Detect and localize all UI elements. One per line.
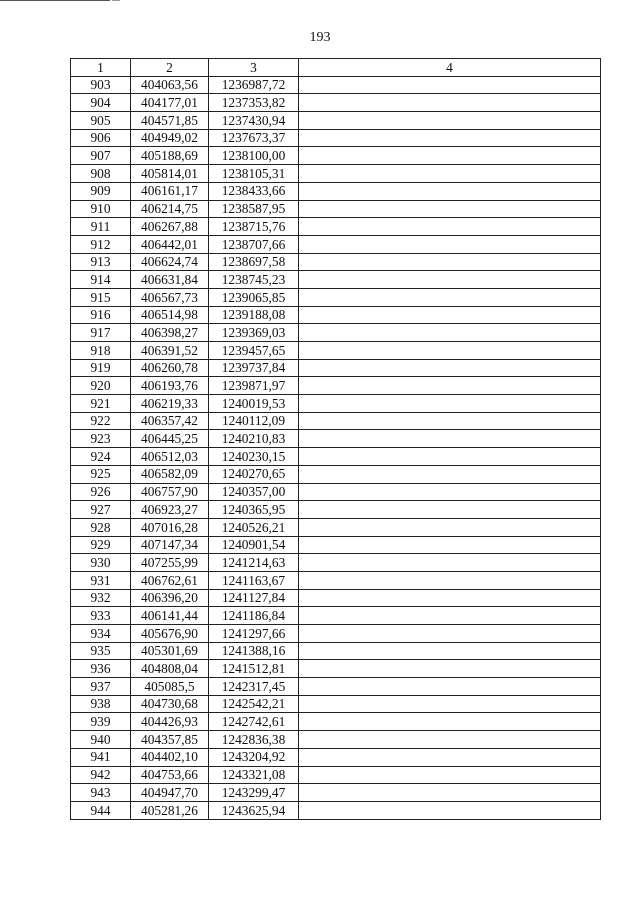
table-cell-col-4 bbox=[299, 589, 601, 607]
table-cell-col-1: 924 bbox=[71, 448, 131, 466]
table-cell-col-3: 1240112,09 bbox=[209, 412, 299, 430]
table-cell-col-2: 406141,44 bbox=[131, 607, 209, 625]
table-row bbox=[71, 377, 601, 395]
table-cell-col-3: 1241127,84 bbox=[209, 589, 299, 607]
table-row bbox=[71, 76, 601, 94]
table-cell-col-2: 406398,27 bbox=[131, 324, 209, 342]
table-cell-col-3: 1238100,00 bbox=[209, 147, 299, 165]
table-cell-col-1: 918 bbox=[71, 342, 131, 360]
table-cell-col-4 bbox=[299, 288, 601, 306]
table-cell-col-4 bbox=[299, 412, 601, 430]
table-cell-col-3: 1241214,63 bbox=[209, 554, 299, 572]
table-cell-col-3: 1239737,84 bbox=[209, 359, 299, 377]
table-cell-col-2: 406391,52 bbox=[131, 342, 209, 360]
table-cell-col-1: 942 bbox=[71, 766, 131, 784]
table-cell-col-1: 930 bbox=[71, 554, 131, 572]
table-cell-col-3: 1240230,15 bbox=[209, 448, 299, 466]
table-cell-col-4 bbox=[299, 536, 601, 554]
table-cell-col-2: 404063,56 bbox=[131, 76, 209, 94]
table-row bbox=[71, 660, 601, 678]
table-row bbox=[71, 147, 601, 165]
table-cell-col-2: 406214,75 bbox=[131, 200, 209, 218]
table-cell-col-4 bbox=[299, 607, 601, 625]
table-cell-col-4 bbox=[299, 253, 601, 271]
table-cell-col-3: 1242742,61 bbox=[209, 713, 299, 731]
table-cell-col-1: 943 bbox=[71, 784, 131, 802]
table-cell-col-3: 1239188,08 bbox=[209, 306, 299, 324]
table-cell-col-3: 1241297,66 bbox=[209, 625, 299, 643]
table-cell-col-2: 406161,17 bbox=[131, 182, 209, 200]
table-cell-col-4 bbox=[299, 678, 601, 696]
table-cell-col-4 bbox=[299, 182, 601, 200]
table-cell-col-3: 1240357,00 bbox=[209, 483, 299, 501]
table-cell-col-2: 406923,27 bbox=[131, 501, 209, 519]
column-header: 1 bbox=[71, 59, 131, 77]
table-cell-col-2: 404177,01 bbox=[131, 94, 209, 112]
table-cell-col-1: 928 bbox=[71, 518, 131, 536]
table-row bbox=[71, 589, 601, 607]
table-cell-col-2: 406762,61 bbox=[131, 571, 209, 589]
table-row bbox=[71, 731, 601, 749]
table-cell-col-3: 1240901,54 bbox=[209, 536, 299, 554]
table-cell-col-2: 406512,03 bbox=[131, 448, 209, 466]
table-cell-col-3: 1241388,16 bbox=[209, 642, 299, 660]
table-row bbox=[71, 165, 601, 183]
table-cell-col-3: 1238745,23 bbox=[209, 271, 299, 289]
table-cell-col-3: 1238707,66 bbox=[209, 235, 299, 253]
table-cell-col-1: 914 bbox=[71, 271, 131, 289]
table-cell-col-4 bbox=[299, 342, 601, 360]
table-cell-col-1: 905 bbox=[71, 112, 131, 130]
table-cell-col-4 bbox=[299, 801, 601, 819]
table-cell-col-3: 1239871,97 bbox=[209, 377, 299, 395]
table-cell-col-1: 925 bbox=[71, 465, 131, 483]
table-cell-col-2: 406445,25 bbox=[131, 430, 209, 448]
table-cell-col-3: 1243299,47 bbox=[209, 784, 299, 802]
table-cell-col-2: 406219,33 bbox=[131, 395, 209, 413]
table-row bbox=[71, 342, 601, 360]
column-header: 2 bbox=[131, 59, 209, 77]
table-cell-col-4 bbox=[299, 518, 601, 536]
column-header: 3 bbox=[209, 59, 299, 77]
table-cell-col-4 bbox=[299, 165, 601, 183]
table-row bbox=[71, 430, 601, 448]
table-cell-col-2: 406567,73 bbox=[131, 288, 209, 306]
table-cell-col-2: 405676,90 bbox=[131, 625, 209, 643]
table-cell-col-4 bbox=[299, 766, 601, 784]
table-row bbox=[71, 271, 601, 289]
table-cell-col-2: 406396,20 bbox=[131, 589, 209, 607]
table-row bbox=[71, 713, 601, 731]
table-cell-col-1: 906 bbox=[71, 129, 131, 147]
table-cell-col-1: 919 bbox=[71, 359, 131, 377]
table-cell-col-1: 913 bbox=[71, 253, 131, 271]
table-cell-col-4 bbox=[299, 76, 601, 94]
table-row bbox=[71, 518, 601, 536]
table-cell-col-2: 406624,74 bbox=[131, 253, 209, 271]
table-cell-col-1: 916 bbox=[71, 306, 131, 324]
table-cell-col-4 bbox=[299, 483, 601, 501]
table-cell-col-2: 404571,85 bbox=[131, 112, 209, 130]
table-cell-col-3: 1238715,76 bbox=[209, 218, 299, 236]
table-cell-col-3: 1238433,66 bbox=[209, 182, 299, 200]
table-cell-col-3: 1241163,67 bbox=[209, 571, 299, 589]
table-cell-col-4 bbox=[299, 271, 601, 289]
table-row bbox=[71, 748, 601, 766]
table-cell-col-2: 407255,99 bbox=[131, 554, 209, 572]
table-cell-col-3: 1240210,83 bbox=[209, 430, 299, 448]
table-cell-col-3: 1243204,92 bbox=[209, 748, 299, 766]
table-cell-col-4 bbox=[299, 430, 601, 448]
table-cell-col-1: 937 bbox=[71, 678, 131, 696]
table-cell-col-1: 915 bbox=[71, 288, 131, 306]
table-cell-col-3: 1239065,85 bbox=[209, 288, 299, 306]
table-cell-col-4 bbox=[299, 625, 601, 643]
table-cell-col-3: 1238587,95 bbox=[209, 200, 299, 218]
table-cell-col-1: 932 bbox=[71, 589, 131, 607]
table-row bbox=[71, 94, 601, 112]
table-cell-col-2: 404426,93 bbox=[131, 713, 209, 731]
table-cell-col-4 bbox=[299, 642, 601, 660]
page-number: 193 bbox=[309, 30, 331, 45]
table-cell-col-3: 1241186,84 bbox=[209, 607, 299, 625]
table-cell-col-2: 404357,85 bbox=[131, 731, 209, 749]
table-cell-col-3: 1239369,03 bbox=[209, 324, 299, 342]
table-cell-col-3: 1238697,58 bbox=[209, 253, 299, 271]
table-cell-col-4 bbox=[299, 200, 601, 218]
table-row bbox=[71, 625, 601, 643]
table-cell-col-2: 406631,84 bbox=[131, 271, 209, 289]
table-row bbox=[71, 678, 601, 696]
table-cell-col-1: 909 bbox=[71, 182, 131, 200]
table-cell-col-2: 404808,04 bbox=[131, 660, 209, 678]
table-row bbox=[71, 571, 601, 589]
column-header: 4 bbox=[299, 59, 601, 77]
table-cell-col-3: 1242836,38 bbox=[209, 731, 299, 749]
table-cell-col-1: 908 bbox=[71, 165, 131, 183]
table-row bbox=[71, 766, 601, 784]
table-cell-col-1: 911 bbox=[71, 218, 131, 236]
table-cell-col-4 bbox=[299, 784, 601, 802]
table-cell-col-2: 404402,10 bbox=[131, 748, 209, 766]
table-cell-col-1: 923 bbox=[71, 430, 131, 448]
table-row bbox=[71, 412, 601, 430]
table-cell-col-2: 406442,01 bbox=[131, 235, 209, 253]
table-cell-col-4 bbox=[299, 571, 601, 589]
table-row bbox=[71, 288, 601, 306]
table-cell-col-4 bbox=[299, 218, 601, 236]
table-cell-col-4 bbox=[299, 748, 601, 766]
table-cell-col-1: 941 bbox=[71, 748, 131, 766]
scan-edge-mark bbox=[112, 0, 120, 1]
table-cell-col-2: 406260,78 bbox=[131, 359, 209, 377]
table-cell-col-1: 903 bbox=[71, 76, 131, 94]
table-cell-col-4 bbox=[299, 377, 601, 395]
table-cell-col-4 bbox=[299, 731, 601, 749]
table-cell-col-4 bbox=[299, 660, 601, 678]
table-row bbox=[71, 324, 601, 342]
table-cell-col-3: 1237430,94 bbox=[209, 112, 299, 130]
table-cell-col-2: 406757,90 bbox=[131, 483, 209, 501]
table-row bbox=[71, 465, 601, 483]
table-cell-col-4 bbox=[299, 235, 601, 253]
table-row bbox=[71, 218, 601, 236]
table-cell-col-3: 1243321,08 bbox=[209, 766, 299, 784]
table-cell-col-2: 405301,69 bbox=[131, 642, 209, 660]
table-row bbox=[71, 448, 601, 466]
table-cell-col-2: 407016,28 bbox=[131, 518, 209, 536]
table-cell-col-2: 406514,98 bbox=[131, 306, 209, 324]
table-cell-col-4 bbox=[299, 465, 601, 483]
table-cell-col-1: 910 bbox=[71, 200, 131, 218]
table-cell-col-2: 406267,88 bbox=[131, 218, 209, 236]
table-cell-col-1: 920 bbox=[71, 377, 131, 395]
table-cell-col-1: 934 bbox=[71, 625, 131, 643]
table-cell-col-1: 929 bbox=[71, 536, 131, 554]
table-cell-col-4 bbox=[299, 501, 601, 519]
coordinates-table bbox=[70, 58, 601, 820]
table-cell-col-4 bbox=[299, 94, 601, 112]
table-cell-col-3: 1242317,45 bbox=[209, 678, 299, 696]
table-header-row bbox=[71, 59, 601, 77]
table-cell-col-3: 1242542,21 bbox=[209, 695, 299, 713]
table-cell-col-4 bbox=[299, 306, 601, 324]
table-row bbox=[71, 112, 601, 130]
table-cell-col-2: 404753,66 bbox=[131, 766, 209, 784]
table-cell-col-3: 1240365,95 bbox=[209, 501, 299, 519]
table-cell-col-1: 931 bbox=[71, 571, 131, 589]
table-cell-col-4 bbox=[299, 324, 601, 342]
table-cell-col-2: 406357,42 bbox=[131, 412, 209, 430]
table-row bbox=[71, 200, 601, 218]
table-cell-col-2: 404949,02 bbox=[131, 129, 209, 147]
table-cell-col-1: 921 bbox=[71, 395, 131, 413]
table-cell-col-1: 904 bbox=[71, 94, 131, 112]
table-cell-col-3: 1241512,81 bbox=[209, 660, 299, 678]
table-cell-col-1: 935 bbox=[71, 642, 131, 660]
table-cell-col-2: 405085,5 bbox=[131, 678, 209, 696]
table-row bbox=[71, 607, 601, 625]
table-row bbox=[71, 536, 601, 554]
table-cell-col-3: 1238105,31 bbox=[209, 165, 299, 183]
table-row bbox=[71, 784, 601, 802]
table-row bbox=[71, 235, 601, 253]
table-cell-col-3: 1237673,37 bbox=[209, 129, 299, 147]
table-cell-col-3: 1237353,82 bbox=[209, 94, 299, 112]
table-cell-col-4 bbox=[299, 129, 601, 147]
table-cell-col-1: 922 bbox=[71, 412, 131, 430]
table-cell-col-1: 933 bbox=[71, 607, 131, 625]
table-cell-col-1: 936 bbox=[71, 660, 131, 678]
table-cell-col-4 bbox=[299, 147, 601, 165]
table-row bbox=[71, 483, 601, 501]
table-cell-col-3: 1239457,65 bbox=[209, 342, 299, 360]
table-body bbox=[71, 76, 601, 819]
table-cell-col-1: 907 bbox=[71, 147, 131, 165]
table-cell-col-1: 912 bbox=[71, 235, 131, 253]
table-cell-col-2: 405281,26 bbox=[131, 801, 209, 819]
table-row bbox=[71, 253, 601, 271]
table-cell-col-2: 405814,01 bbox=[131, 165, 209, 183]
table-row bbox=[71, 554, 601, 572]
table-cell-col-3: 1240270,65 bbox=[209, 465, 299, 483]
table-row bbox=[71, 695, 601, 713]
table-cell-col-1: 938 bbox=[71, 695, 131, 713]
table-cell-col-1: 926 bbox=[71, 483, 131, 501]
table-row bbox=[71, 395, 601, 413]
table-row bbox=[71, 182, 601, 200]
table-cell-col-2: 404730,68 bbox=[131, 695, 209, 713]
table-row bbox=[71, 642, 601, 660]
table-cell-col-4 bbox=[299, 112, 601, 130]
table-cell-col-1: 927 bbox=[71, 501, 131, 519]
table-cell-col-3: 1236987,72 bbox=[209, 76, 299, 94]
table-cell-col-4 bbox=[299, 554, 601, 572]
table-cell-col-4 bbox=[299, 713, 601, 731]
table-cell-col-3: 1243625,94 bbox=[209, 801, 299, 819]
table-cell-col-4 bbox=[299, 359, 601, 377]
table-cell-col-2: 406582,09 bbox=[131, 465, 209, 483]
table-row bbox=[71, 801, 601, 819]
table-row bbox=[71, 129, 601, 147]
table-row bbox=[71, 501, 601, 519]
table-cell-col-2: 407147,34 bbox=[131, 536, 209, 554]
table-cell-col-1: 917 bbox=[71, 324, 131, 342]
table-cell-col-3: 1240019,53 bbox=[209, 395, 299, 413]
table-cell-col-4 bbox=[299, 695, 601, 713]
table-cell-col-1: 939 bbox=[71, 713, 131, 731]
table-row bbox=[71, 359, 601, 377]
table-cell-col-1: 940 bbox=[71, 731, 131, 749]
table-cell-col-4 bbox=[299, 395, 601, 413]
table-cell-col-4 bbox=[299, 448, 601, 466]
table-cell-col-2: 404947,70 bbox=[131, 784, 209, 802]
table-cell-col-3: 1240526,21 bbox=[209, 518, 299, 536]
scan-edge-mark bbox=[0, 0, 110, 1]
table-cell-col-1: 944 bbox=[71, 801, 131, 819]
table-cell-col-2: 405188,69 bbox=[131, 147, 209, 165]
table-cell-col-2: 406193,76 bbox=[131, 377, 209, 395]
table-row bbox=[71, 306, 601, 324]
